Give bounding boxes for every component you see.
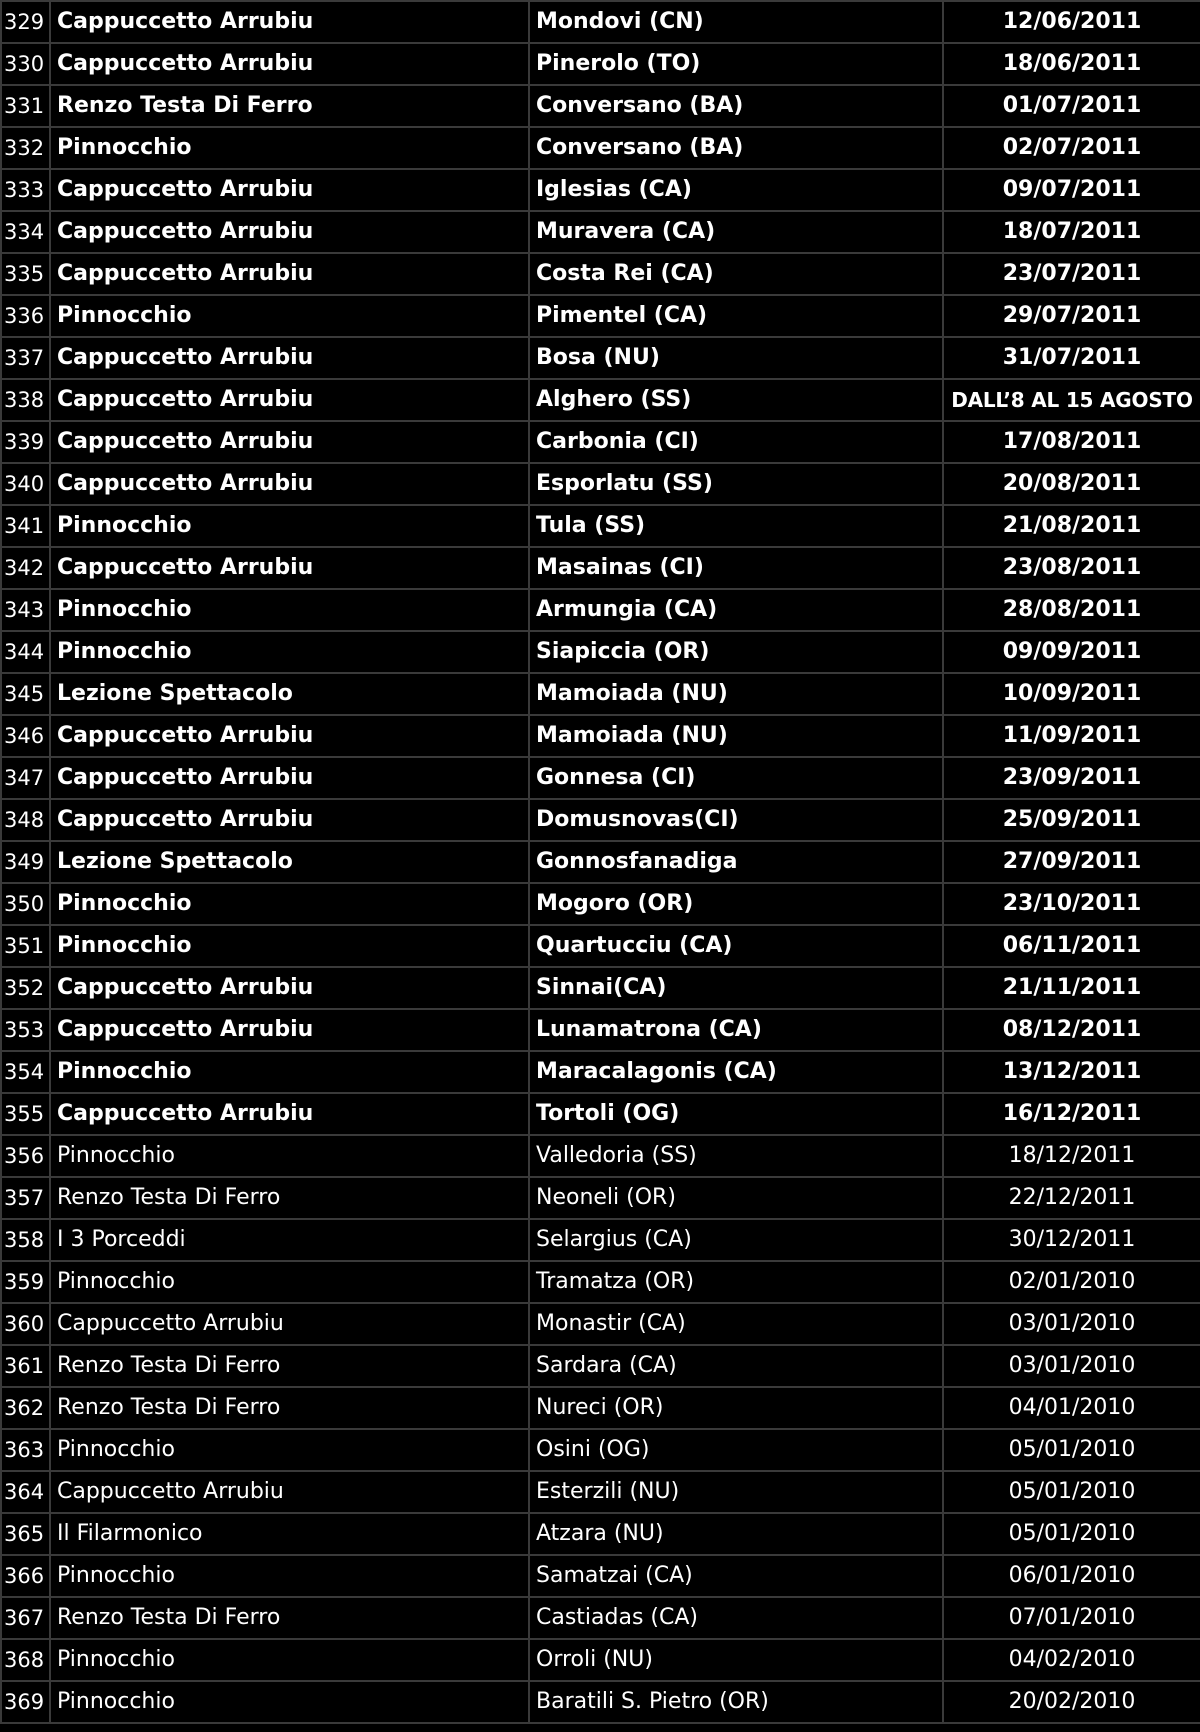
show-date: 02/01/2010 <box>943 1261 1200 1303</box>
row-number: 366 <box>1 1555 50 1597</box>
show-location: Mamoiada (NU) <box>529 715 943 757</box>
show-date: 21/08/2011 <box>943 505 1200 547</box>
row-number: 356 <box>1 1135 50 1177</box>
table-row <box>1 547 1200 589</box>
row-number: 348 <box>1 799 50 841</box>
show-date: 18/07/2011 <box>943 211 1200 253</box>
show-date: 09/07/2011 <box>943 169 1200 211</box>
show-location: Valledoria (SS) <box>529 1135 943 1177</box>
show-date: 23/08/2011 <box>943 547 1200 589</box>
table-row <box>1 673 1200 715</box>
table-row <box>1 253 1200 295</box>
table-row <box>1 1093 1200 1135</box>
show-date: 23/10/2011 <box>943 883 1200 925</box>
show-date: DALL’8 AL 15 AGOSTO <box>943 379 1200 421</box>
table-row <box>1 1303 1200 1345</box>
show-title: Cappuccetto Arrubiu <box>50 757 529 799</box>
row-number: 335 <box>1 253 50 295</box>
show-title: Pinnocchio <box>50 1051 529 1093</box>
show-title: Lezione Spettacolo <box>50 841 529 883</box>
row-number: 329 <box>1 1 50 43</box>
show-date: 23/07/2011 <box>943 253 1200 295</box>
show-date: 05/01/2010 <box>943 1471 1200 1513</box>
show-title: Cappuccetto Arrubiu <box>50 967 529 1009</box>
show-title: Cappuccetto Arrubiu <box>50 379 529 421</box>
show-location: Atzara (NU) <box>529 1513 943 1555</box>
row-number: 342 <box>1 547 50 589</box>
show-title: Cappuccetto Arrubiu <box>50 547 529 589</box>
show-date: 22/12/2011 <box>943 1177 1200 1219</box>
table-row <box>1 631 1200 673</box>
show-location: Armungia (CA) <box>529 589 943 631</box>
show-location: Quartucciu (CA) <box>529 925 943 967</box>
row-number: 337 <box>1 337 50 379</box>
row-number: 357 <box>1 1177 50 1219</box>
show-location: Sinnai(CA) <box>529 967 943 1009</box>
show-location: Osini (OG) <box>529 1429 943 1471</box>
table-row <box>1 127 1200 169</box>
show-location: Monastir (CA) <box>529 1303 943 1345</box>
row-number: 369 <box>1 1681 50 1723</box>
show-date: 18/06/2011 <box>943 43 1200 85</box>
show-date: 05/01/2010 <box>943 1429 1200 1471</box>
show-location: Lunamatrona (CA) <box>529 1009 943 1051</box>
row-number: 362 <box>1 1387 50 1429</box>
row-number: 339 <box>1 421 50 463</box>
row-number: 346 <box>1 715 50 757</box>
row-number: 336 <box>1 295 50 337</box>
show-date: 13/12/2011 <box>943 1051 1200 1093</box>
show-title: Pinnocchio <box>50 1135 529 1177</box>
show-title: Pinnocchio <box>50 295 529 337</box>
show-location: Mamoiada (NU) <box>529 673 943 715</box>
show-date: 03/01/2010 <box>943 1345 1200 1387</box>
show-location: Esporlatu (SS) <box>529 463 943 505</box>
show-title: Cappuccetto Arrubiu <box>50 1303 529 1345</box>
row-number: 331 <box>1 85 50 127</box>
table-row <box>1 799 1200 841</box>
show-location: Conversano (BA) <box>529 127 943 169</box>
show-location: Tula (SS) <box>529 505 943 547</box>
row-number: 351 <box>1 925 50 967</box>
show-title: Cappuccetto Arrubiu <box>50 421 529 463</box>
show-title: Renzo Testa Di Ferro <box>50 1597 529 1639</box>
performances-table-body <box>1 1 1200 1723</box>
show-date: 12/06/2011 <box>943 1 1200 43</box>
show-title: Pinnocchio <box>50 1261 529 1303</box>
show-date: 09/09/2011 <box>943 631 1200 673</box>
table-row <box>1 925 1200 967</box>
show-location: Pimentel (CA) <box>529 295 943 337</box>
table-row <box>1 1135 1200 1177</box>
show-date: 30/12/2011 <box>943 1219 1200 1261</box>
show-location: Nureci (OR) <box>529 1387 943 1429</box>
table-row <box>1 1639 1200 1681</box>
show-title: Pinnocchio <box>50 505 529 547</box>
row-number: 349 <box>1 841 50 883</box>
show-title: Lezione Spettacolo <box>50 673 529 715</box>
show-title: Cappuccetto Arrubiu <box>50 1009 529 1051</box>
show-title: Cappuccetto Arrubiu <box>50 211 529 253</box>
show-date: 06/11/2011 <box>943 925 1200 967</box>
show-date: 21/11/2011 <box>943 967 1200 1009</box>
show-location: Pinerolo (TO) <box>529 43 943 85</box>
row-number: 359 <box>1 1261 50 1303</box>
row-number: 353 <box>1 1009 50 1051</box>
show-date: 28/08/2011 <box>943 589 1200 631</box>
show-date: 04/02/2010 <box>943 1639 1200 1681</box>
row-number: 350 <box>1 883 50 925</box>
table-row <box>1 337 1200 379</box>
table-row <box>1 589 1200 631</box>
row-number: 364 <box>1 1471 50 1513</box>
row-number: 363 <box>1 1429 50 1471</box>
show-title: Pinnocchio <box>50 1639 529 1681</box>
row-number: 343 <box>1 589 50 631</box>
show-location: Maracalagonis (CA) <box>529 1051 943 1093</box>
show-location: Conversano (BA) <box>529 85 943 127</box>
show-date: 25/09/2011 <box>943 799 1200 841</box>
show-title: Il Filarmonico <box>50 1513 529 1555</box>
table-row <box>1 421 1200 463</box>
row-number: 345 <box>1 673 50 715</box>
show-title: Renzo Testa Di Ferro <box>50 1177 529 1219</box>
table-row <box>1 1051 1200 1093</box>
show-title: Cappuccetto Arrubiu <box>50 253 529 295</box>
show-title: Cappuccetto Arrubiu <box>50 169 529 211</box>
show-title: Renzo Testa Di Ferro <box>50 1345 529 1387</box>
show-location: Tortoli (OG) <box>529 1093 943 1135</box>
show-title: Cappuccetto Arrubiu <box>50 1093 529 1135</box>
row-number: 344 <box>1 631 50 673</box>
show-date: 10/09/2011 <box>943 673 1200 715</box>
show-location: Castiadas (CA) <box>529 1597 943 1639</box>
show-date: 20/02/2010 <box>943 1681 1200 1723</box>
show-title: Cappuccetto Arrubiu <box>50 1 529 43</box>
show-title: Cappuccetto Arrubiu <box>50 43 529 85</box>
show-date: 31/07/2011 <box>943 337 1200 379</box>
table-row <box>1 841 1200 883</box>
show-title: Cappuccetto Arrubiu <box>50 337 529 379</box>
show-title: Pinnocchio <box>50 589 529 631</box>
show-location: Mogoro (OR) <box>529 883 943 925</box>
show-location: Mondovi (CN) <box>529 1 943 43</box>
show-location: Bosa (NU) <box>529 337 943 379</box>
table-row <box>1 1429 1200 1471</box>
table-row <box>1 1681 1200 1723</box>
row-number: 368 <box>1 1639 50 1681</box>
table-row <box>1 967 1200 1009</box>
show-title: Pinnocchio <box>50 1681 529 1723</box>
show-title: Cappuccetto Arrubiu <box>50 799 529 841</box>
table-row <box>1 1345 1200 1387</box>
show-title: Pinnocchio <box>50 127 529 169</box>
table-row <box>1 757 1200 799</box>
show-date: 06/01/2010 <box>943 1555 1200 1597</box>
show-date: 27/09/2011 <box>943 841 1200 883</box>
table-row <box>1 295 1200 337</box>
table-row <box>1 1009 1200 1051</box>
show-location: Siapiccia (OR) <box>529 631 943 673</box>
row-number: 367 <box>1 1597 50 1639</box>
table-row <box>1 1177 1200 1219</box>
show-title: Cappuccetto Arrubiu <box>50 1471 529 1513</box>
show-location: Alghero (SS) <box>529 379 943 421</box>
table-row <box>1 883 1200 925</box>
row-number: 354 <box>1 1051 50 1093</box>
show-title: Pinnocchio <box>50 925 529 967</box>
row-number: 355 <box>1 1093 50 1135</box>
table-row <box>1 169 1200 211</box>
show-location: Iglesias (CA) <box>529 169 943 211</box>
table-row <box>1 85 1200 127</box>
row-number: 330 <box>1 43 50 85</box>
show-location: Muravera (CA) <box>529 211 943 253</box>
show-date: 03/01/2010 <box>943 1303 1200 1345</box>
row-number: 361 <box>1 1345 50 1387</box>
row-number: 338 <box>1 379 50 421</box>
table-row <box>1 1555 1200 1597</box>
show-title: Cappuccetto Arrubiu <box>50 715 529 757</box>
show-date: 17/08/2011 <box>943 421 1200 463</box>
row-number: 334 <box>1 211 50 253</box>
table-row <box>1 1261 1200 1303</box>
table-row <box>1 1 1200 43</box>
show-location: Esterzili (NU) <box>529 1471 943 1513</box>
show-date: 16/12/2011 <box>943 1093 1200 1135</box>
show-title: Pinnocchio <box>50 1429 529 1471</box>
row-number: 347 <box>1 757 50 799</box>
row-number: 333 <box>1 169 50 211</box>
table-row <box>1 379 1200 421</box>
show-title: I 3 Porceddi <box>50 1219 529 1261</box>
show-location: Orroli (NU) <box>529 1639 943 1681</box>
show-location: Masainas (CI) <box>529 547 943 589</box>
show-date: 23/09/2011 <box>943 757 1200 799</box>
row-number: 340 <box>1 463 50 505</box>
show-location: Gonnesa (CI) <box>529 757 943 799</box>
show-location: Domusnovas(CI) <box>529 799 943 841</box>
show-date: 04/01/2010 <box>943 1387 1200 1429</box>
show-date: 01/07/2011 <box>943 85 1200 127</box>
row-number: 360 <box>1 1303 50 1345</box>
table-row <box>1 505 1200 547</box>
show-date: 29/07/2011 <box>943 295 1200 337</box>
row-number: 365 <box>1 1513 50 1555</box>
table-row <box>1 463 1200 505</box>
table-row <box>1 1219 1200 1261</box>
show-date: 02/07/2011 <box>943 127 1200 169</box>
row-number: 341 <box>1 505 50 547</box>
show-location: Sardara (CA) <box>529 1345 943 1387</box>
table-row <box>1 43 1200 85</box>
row-number: 332 <box>1 127 50 169</box>
show-title: Renzo Testa Di Ferro <box>50 1387 529 1429</box>
row-number: 358 <box>1 1219 50 1261</box>
show-date: 20/08/2011 <box>943 463 1200 505</box>
table-row <box>1 1513 1200 1555</box>
show-location: Neoneli (OR) <box>529 1177 943 1219</box>
table-row <box>1 1597 1200 1639</box>
show-date: 08/12/2011 <box>943 1009 1200 1051</box>
show-date: 05/01/2010 <box>943 1513 1200 1555</box>
show-title: Renzo Testa Di Ferro <box>50 85 529 127</box>
show-location: Baratili S. Pietro (OR) <box>529 1681 943 1723</box>
show-location: Samatzai (CA) <box>529 1555 943 1597</box>
show-location: Selargius (CA) <box>529 1219 943 1261</box>
show-location: Gonnosfanadiga <box>529 841 943 883</box>
show-date: 11/09/2011 <box>943 715 1200 757</box>
row-number: 352 <box>1 967 50 1009</box>
table-row <box>1 211 1200 253</box>
table-row <box>1 1471 1200 1513</box>
show-location: Costa Rei (CA) <box>529 253 943 295</box>
show-title: Pinnocchio <box>50 883 529 925</box>
show-date: 07/01/2010 <box>943 1597 1200 1639</box>
show-location: Tramatza (OR) <box>529 1261 943 1303</box>
show-title: Pinnocchio <box>50 1555 529 1597</box>
show-title: Pinnocchio <box>50 631 529 673</box>
show-date: 18/12/2011 <box>943 1135 1200 1177</box>
table-row <box>1 715 1200 757</box>
show-title: Cappuccetto Arrubiu <box>50 463 529 505</box>
table-row <box>1 1387 1200 1429</box>
show-location: Carbonia (CI) <box>529 421 943 463</box>
